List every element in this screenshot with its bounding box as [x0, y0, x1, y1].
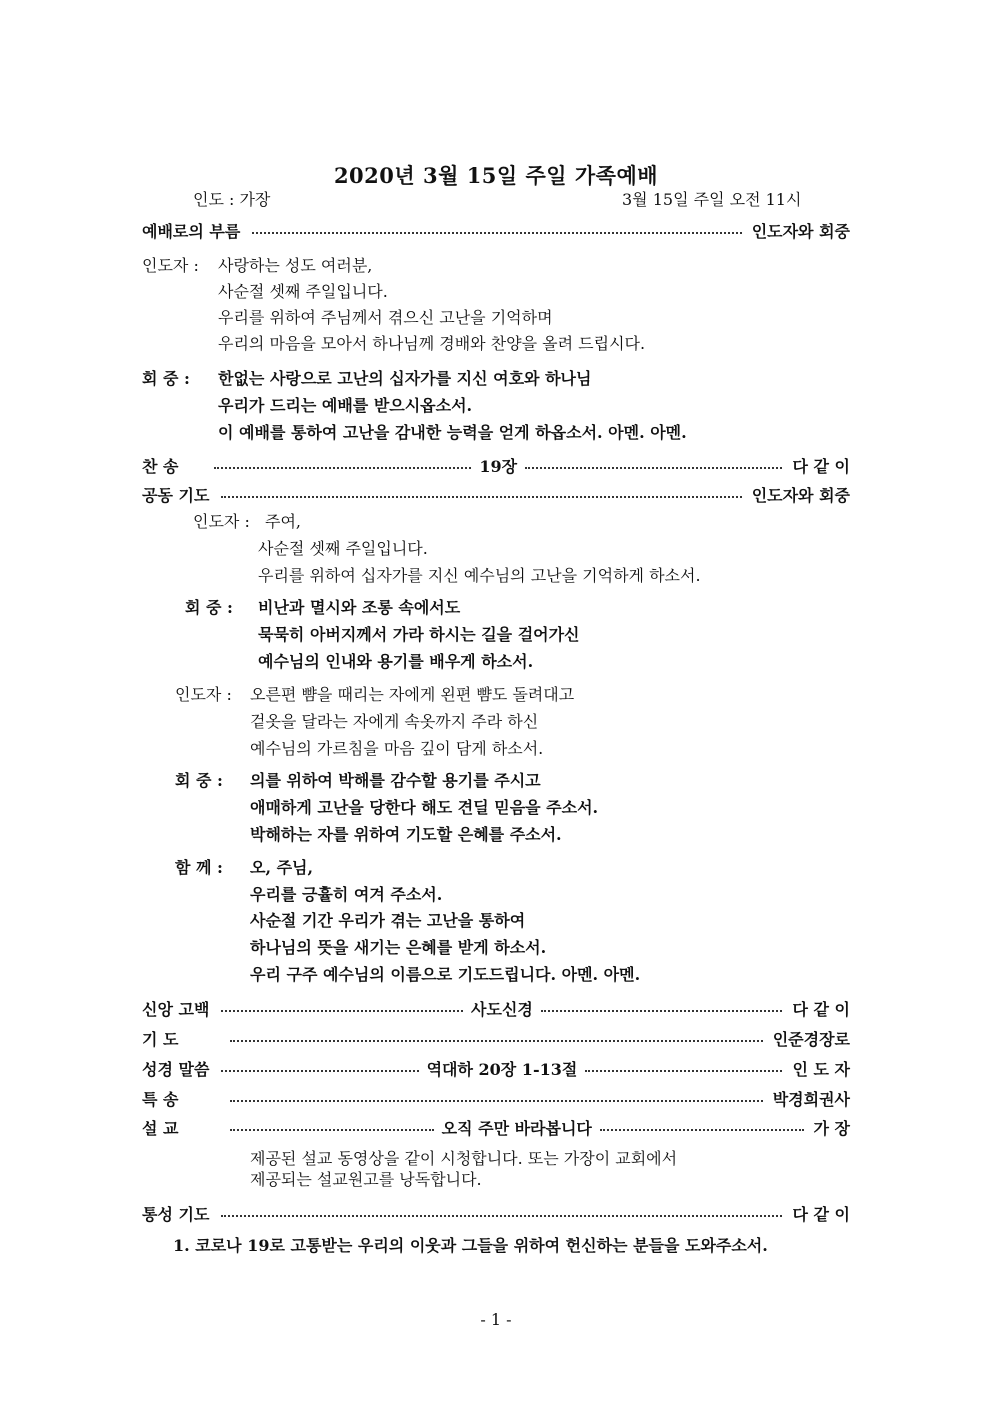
- prayer-line: 겉옷을 달라는 자에게 속옷까지 주라 하신: [250, 712, 539, 731]
- call-cong-prefix: 회 중 :: [142, 369, 190, 388]
- leader-dots: [230, 1040, 763, 1042]
- sermon-note: 제공되는 설교원고를 낭독합니다.: [250, 1170, 482, 1189]
- scripture-row: [142, 1057, 850, 1079]
- call-cong-line: 이 예배를 통하여 고난을 감내한 능력을 얻게 하옵소서. 아멘. 아멘.: [218, 423, 687, 442]
- leader-dots: [221, 496, 741, 498]
- leader-dots: [230, 1129, 434, 1131]
- hymn-row: [142, 454, 850, 476]
- hymn-right: 다 같 이: [792, 456, 850, 476]
- prayer-line: 예수님의 가르침을 마음 깊이 담게 하소서.: [250, 739, 544, 758]
- leader-dots: [252, 232, 741, 234]
- prayer-line: 묵묵히 아버지께서 가라 하시는 길을 걸어가신: [258, 625, 580, 644]
- prayer-prefix: 인도자 :: [193, 512, 250, 531]
- prayer-prefix: 회 중 :: [175, 771, 223, 790]
- prayer-line: 하나님의 뜻을 새기는 은혜를 받게 하소서.: [250, 938, 547, 957]
- creed-right: 다 같 이: [792, 999, 850, 1019]
- prayer-line: 사순절 셋째 주일입니다.: [258, 539, 428, 558]
- intercession-item: 1. 코로나 19로 고통받는 우리의 이웃과 그들을 위하여 헌신하는 분들을 도와주소서.: [173, 1236, 768, 1255]
- prayer-line: 애매하게 고난을 당한다 해도 견딜 믿음을 주소서.: [250, 798, 599, 817]
- special-song-row: [142, 1087, 850, 1109]
- creed-row: [142, 997, 850, 1019]
- leader-dots: [221, 1070, 418, 1072]
- scripture-label: 성경 말씀: [142, 1059, 210, 1079]
- leader-dots: [221, 1215, 782, 1217]
- leader-dots: [585, 1070, 782, 1072]
- call-leader-prefix: 인도자 :: [142, 256, 199, 275]
- leader-dots: [230, 1100, 763, 1102]
- prayer-line: 우리를 위하여 십자가를 지신 예수님의 고난을 기억하게 하소서.: [258, 566, 701, 585]
- intercession-label: 통성 기도: [142, 1204, 210, 1224]
- hymn-label: 찬 송: [142, 456, 179, 476]
- service-datetime: 3월 15일 주일 오전 11시: [622, 190, 802, 209]
- call-cong-line: 한없는 사랑으로 고난의 십자가를 지신 여호와 하나님: [218, 369, 592, 388]
- prayer-line: 오, 주님,: [250, 858, 314, 877]
- leader-dots: [214, 467, 471, 469]
- prayer-line: 박해하는 자를 위하여 기도할 은혜를 주소서.: [250, 825, 562, 844]
- prayer-right: 인도자와 회중: [751, 485, 850, 505]
- call-leader-line: 우리를 위하여 주님께서 겪으신 고난을 기억하며: [218, 308, 553, 327]
- call-cong-line: 우리가 드리는 예배를 받으시옵소서.: [218, 396, 473, 415]
- creed-label: 신앙 고백: [142, 999, 210, 1019]
- call-label: 예배로의 부름: [142, 221, 241, 241]
- call-to-worship-row: [142, 219, 850, 241]
- leader-dots: [541, 1010, 783, 1012]
- pray-right: 인준경장로: [772, 1029, 850, 1049]
- leader-info: 인도 : 가장: [193, 190, 271, 209]
- prayer-line: 우리 구주 예수님의 이름으로 기도드립니다. 아멘. 아멘.: [250, 965, 641, 984]
- sermon-label: 설 교: [142, 1118, 179, 1138]
- prayer-prefix: 함 께 :: [175, 858, 223, 877]
- page-title: 2020년 3월 15일 주일 가족예배: [333, 163, 659, 188]
- intercession-right: 다 같 이: [792, 1204, 850, 1224]
- prayer-line: 사순절 기간 우리가 겪는 고난을 통하여: [250, 911, 526, 930]
- prayer-line: 예수님의 인내와 용기를 배우게 하소서.: [258, 652, 534, 671]
- prayer-line: 우리를 긍휼히 여겨 주소서.: [250, 885, 443, 904]
- prayer-line: 오른편 뺨을 때리는 자에게 왼편 뺨도 돌려대고: [250, 685, 575, 704]
- pray-label: 기 도: [142, 1029, 179, 1049]
- prayer-line: 비난과 멸시와 조롱 속에서도: [258, 598, 461, 617]
- intercession-row: [142, 1202, 850, 1224]
- call-leader-line: 우리의 마음을 모아서 하나님께 경배와 찬양을 올려 드립시다.: [218, 334, 646, 353]
- sermon-note: 제공된 설교 동영상을 같이 시청합니다. 또는 가장이 교회에서: [250, 1149, 678, 1168]
- sermon-center: 오직 주만 바라봅니다: [441, 1118, 592, 1138]
- prayer-prefix: 인도자 :: [175, 685, 232, 704]
- call-leader-line: 사순절 셋째 주일입니다.: [218, 282, 388, 301]
- prayer-by-elder-row: [142, 1027, 850, 1049]
- call-right: 인도자와 회중: [751, 221, 850, 241]
- prayer-line: 주여,: [265, 512, 301, 531]
- leader-dots: [525, 467, 782, 469]
- prayer-line: 의를 위하여 박해를 감수할 용기를 주시고: [250, 771, 541, 790]
- common-prayer-row: [142, 483, 850, 505]
- scripture-center: 역대하 20장 1-13절: [426, 1059, 578, 1079]
- sermon-right: 가 장: [813, 1118, 851, 1138]
- sermon-row: [142, 1116, 850, 1138]
- prayer-label: 공동 기도: [142, 485, 210, 505]
- scripture-right: 인 도 자: [792, 1059, 850, 1079]
- page-number: - 1 -: [480, 1310, 512, 1329]
- leader-dots: [221, 1010, 463, 1012]
- special-label: 특 송: [142, 1089, 179, 1109]
- call-leader-line: 사랑하는 성도 여러분,: [218, 256, 373, 275]
- prayer-prefix: 회 중 :: [185, 598, 233, 617]
- creed-center: 사도신경: [471, 999, 533, 1019]
- hymn-center: 19장: [479, 456, 518, 476]
- leader-dots: [600, 1129, 804, 1131]
- special-right: 박경희권사: [772, 1089, 850, 1109]
